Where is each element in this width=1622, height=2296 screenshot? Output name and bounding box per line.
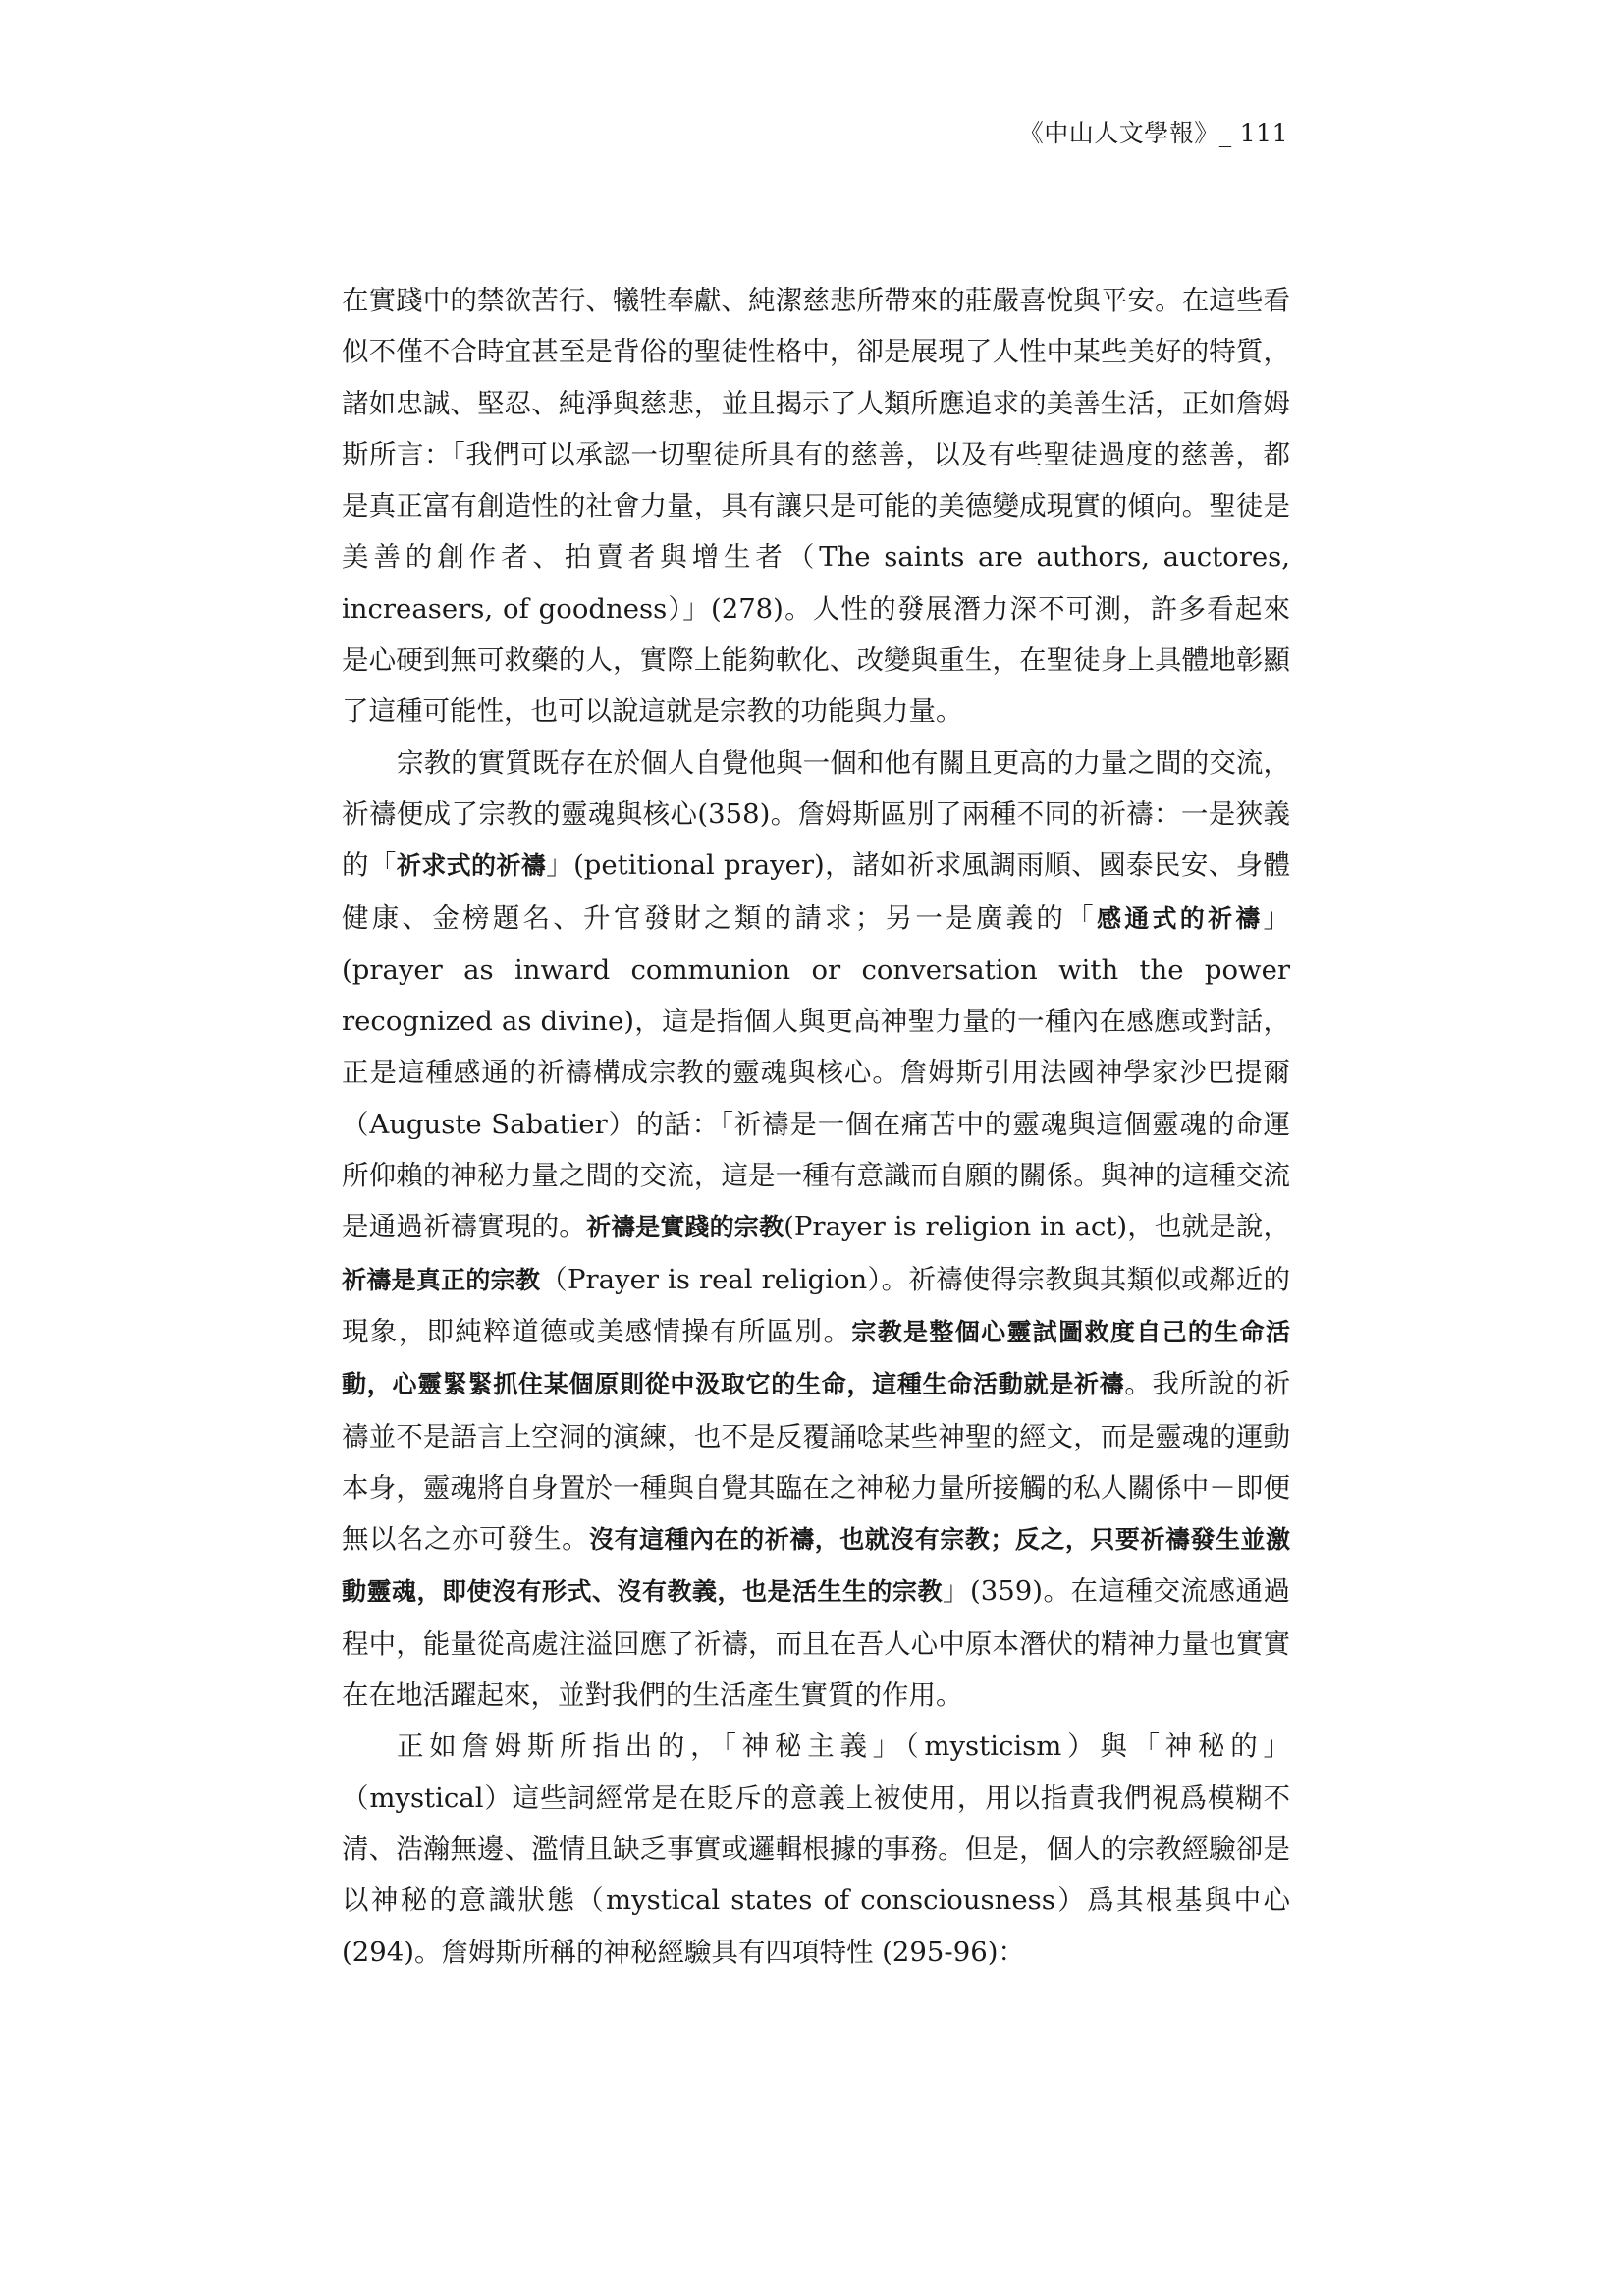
emphasized-term: 祈禱是真正的宗教 [342,1265,541,1294]
emphasized-term: 感通式的祈禱 [1096,903,1264,933]
running-header [1019,114,1288,149]
paragraph [342,275,1290,738]
text-run: 」(petitional prayer)，諸如祈求風調雨順、國泰民安、身體健康、金榜題名、升官發財之類的請求；另一是廣義的「 [342,849,1290,934]
emphasized-term: 祈禱是實踐的宗教 [585,1213,784,1242]
text-run: 。我所說的祈禱並不是語言上空洞的演練，也不是反覆誦唸某些神聖的經文，而是靈魂的運動本身，靈魂將自身置於一種與自覺其臨在之神秘力量所接觸的私人關係中－即便無以名之亦可發生。 [342,1368,1290,1556]
body-text [342,275,1290,1978]
text-run: (Prayer is religion in act)，也就是說， [784,1211,1290,1243]
journal-title: 《中山人文學報》_ [1018,119,1232,147]
paragraph [342,738,1290,1722]
page-number: 111 [1239,119,1288,147]
text-run: 」(359)。在這種交流感通過程中，能量從高處注溢回應了祈禱，而且在吾人心中原本潛伏的精神力量也實實在在地活躍起來，並對我們的生活產生實質的作用。 [342,1575,1290,1712]
paragraph [342,1721,1290,1977]
text-run: 宗教的實質既存在於個人自覺他與一個和他有關且更高的力量之間的交流，祈禱便成了宗教的靈魂與核心(358)。詹姆斯區別了兩種不同的祈禱：一是狹義的「 [342,746,1290,882]
emphasized-term: 祈求式的祈禱 [396,851,547,881]
text-run: 正如詹姆斯所指出的，「神秘主義」（mysticism）與「神秘的」（mystical）這些詞經常是在貶斥的意義上被使用，用以指責我們視爲模糊不清、浩瀚無邊、濫情且缺乏事實或邏輯根據的事務。但是，個人的宗教經驗卻是以神秘的意識狀態（mystical states of consciousness）爲其根基與中心(294)。詹姆斯所稱的神秘經驗具有四項特性 (295-96)： [342,1730,1290,1968]
text-run: 」(prayer as inward communion or conversation with the power recognized as divine)，這是指個人與更高神聖力量的一種內在感應或對話，正是這種感通的祈禱構成宗教的靈魂與核心。詹姆斯引用法國神學家沙巴提爾（Auguste Sabatier）的話：「祈禱是一個在痛苦中的靈魂與這個靈魂的命運所仰賴的神秘力量之間的交流，這是一種有意識而自願的關係。與神的這種交流是通過祈禱實現的。 [342,902,1291,1243]
text-run: 在實踐中的禁欲苦行、犧牲奉獻、純潔慈悲所帶來的莊嚴喜悅與平安。在這些看似不僅不合時宜甚至是背俗的聖徒性格中，卻是展現了人性中某些美好的特質，諸如忠誠、堅忍、純淨與慈悲，並且揭示了人類所應追求的美善生活，正如詹姆斯所言：「我們可以承認一切聖徒所具有的慈善，以及有些聖徒過度的慈善，都是真正富有創造性的社會力量，具有讓只是可能的美德變成現實的傾向。聖徒是美善的創作者、拍賣者與增生者（The saints are authors, auctores, increasers, of goodness）」(278)。人性的發展潛力深不可測，許多看起來是心硬到無可救藥的人，實際上能夠軟化、改變與重生，在聖徒身上具體地彰顯了這種可能性，也可以說這就是宗教的功能與力量。 [342,285,1290,728]
text-run: （Prayer is real religion）。祈禱使得宗教與其類似或鄰近的現象，即純粹道德或美感情操有所區別。 [342,1263,1290,1347]
emphasized-passage: 宗教是整個心靈試圖救度自己的生命活動，心靈緊緊抓住某個原則從中汲取它的生命，這種生命活動就是祈禱 [342,1317,1290,1399]
emphasized-passage: 沒有這種內在的祈禱，也就沒有宗教；反之，只要祈禱發生並激動靈魂，即使沒有形式、沒有教義，也是活生生的宗教 [342,1525,1290,1607]
